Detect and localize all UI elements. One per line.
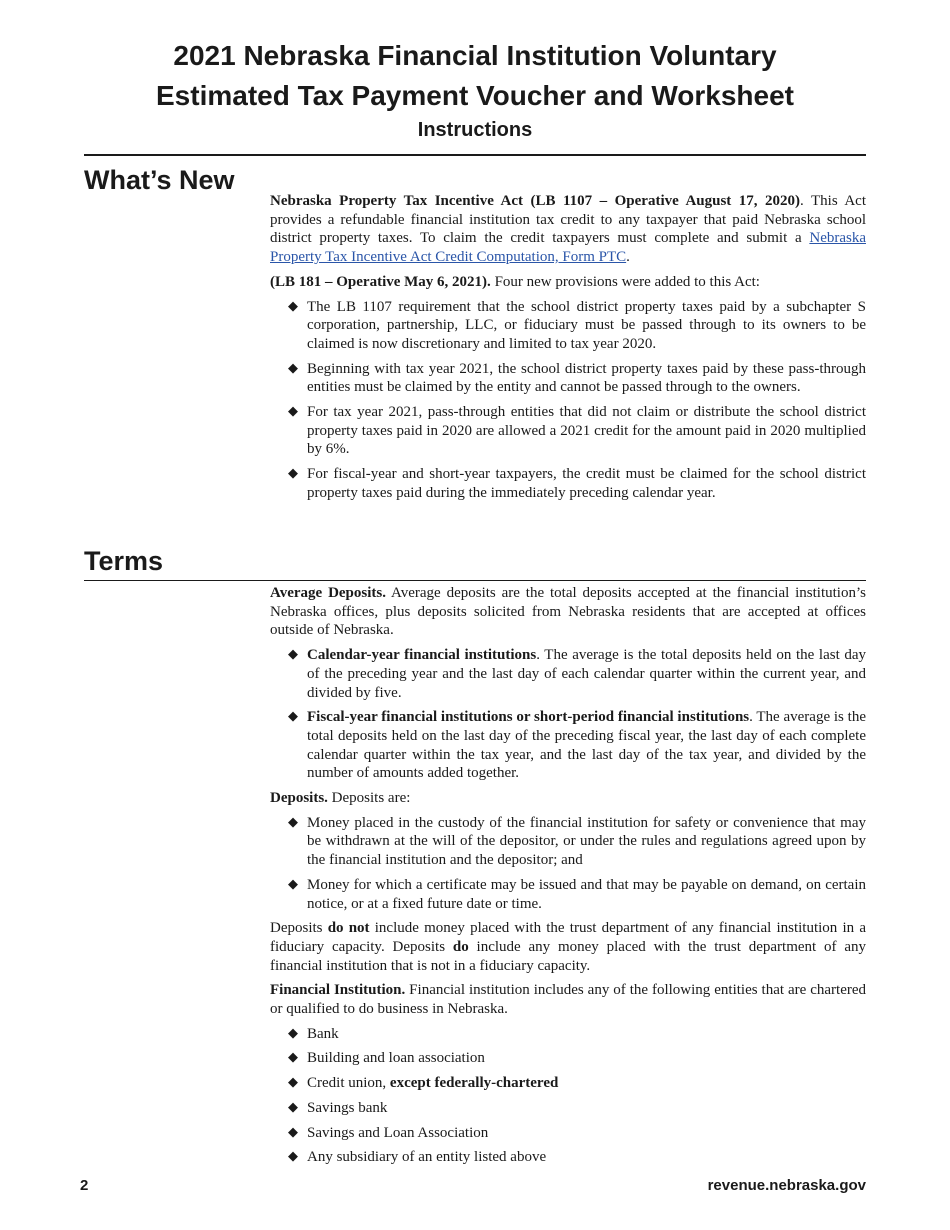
- deposits-list: [270, 814, 866, 914]
- average-deposits-list: [270, 646, 866, 783]
- list-item: ◆ Bank: [307, 1025, 866, 1044]
- list-item: [307, 708, 866, 783]
- list-item: ◆ Beginning with tax year 2021, the school district property taxes paid by these pass-through entities must be claimed by the entity and cannot be passed through to the owners.: [307, 360, 866, 397]
- whats-new-intro: [270, 192, 866, 267]
- document-title: [0, 36, 950, 116]
- credit-union-text: Credit union,: [307, 1075, 390, 1092]
- list-item: ◆ Money for which a certificate may be issued and that may be payable on demand, on certain notice, or at a fixed future date or time.: [307, 876, 866, 913]
- average-deposits-text: Average deposits are the total deposits accepted at the financial institution’s Nebraska offices, plus deposits solicited from Nebraska residents that are accepted at offices outside of Nebraska.: [270, 585, 866, 639]
- deposits-paragraph: [270, 789, 866, 808]
- list-item: ◆ Any subsidiary of an entity listed above: [307, 1148, 866, 1167]
- list-item: [307, 646, 866, 702]
- whats-new-body: [270, 192, 866, 509]
- fiscal-year-text: . The average is the total deposits held on the last day of the preceding fiscal year, the last day of each complete calendar quarter within the tax year, and the last day of the tax year, and divided by the number of amounts added together.: [307, 709, 866, 782]
- deposits-note-emphasis: do: [452, 938, 469, 955]
- document-subtitle: Instructions: [417, 119, 533, 141]
- page-number: 2: [80, 1177, 89, 1194]
- intro-end: .: [626, 249, 630, 266]
- lb1107-title: Nebraska Property Tax Incentive Act (LB 1107 – Operative August 17, 2020): [270, 193, 801, 209]
- financial-institution-paragraph: [270, 981, 866, 1018]
- financial-institution-list: [270, 1025, 866, 1167]
- credit-union-exception: except federally-chartered: [389, 1075, 559, 1092]
- provisions-list: [270, 298, 866, 503]
- deposits-note-part: include money placed with the trust department of any financial institution in a fiduciary capacity. Deposits: [270, 920, 866, 955]
- website-footer: revenue.nebraska.gov: [707, 1177, 866, 1194]
- lb181-paragraph: [270, 273, 866, 292]
- calendar-year-text: . The average is the total deposits held on the last day of the preceding year and the last day of each calendar quarter within the current year, and divided by five.: [307, 647, 866, 701]
- deposits-text: Deposits are:: [327, 790, 411, 807]
- financial-institution-term: Financial Institution.: [270, 982, 406, 999]
- form-ptc-link[interactable]: Nebraska Property Tax Incentive Act Credit Computation, Form PTC: [270, 230, 866, 266]
- title-line-2: Estimated Tax Payment Voucher and Worksheet: [156, 80, 794, 111]
- terms-divider: [84, 580, 866, 581]
- lb181-text: Four new provisions were added to this Act:: [490, 273, 760, 290]
- list-item: [307, 1074, 866, 1093]
- calendar-year-term: Calendar-year financial institutions: [307, 647, 537, 664]
- average-deposits-term: Average Deposits.: [270, 585, 386, 601]
- list-item: ◆ Money placed in the custody of the financial institution for safety or convenience that may be withdrawn at the will of the depositor, or under the rules and regulations agreed upon by the financial institution and the depositor; and: [307, 814, 866, 870]
- average-deposits-paragraph: [270, 584, 866, 640]
- deposits-note-emphasis: do not: [327, 920, 370, 937]
- deposits-term: Deposits.: [270, 790, 328, 807]
- deposits-note: [270, 919, 866, 975]
- deposits-note-part: Deposits: [270, 920, 328, 937]
- terms-heading: Terms: [84, 546, 164, 576]
- list-item: ◆ Savings and Loan Association: [307, 1124, 866, 1143]
- list-item: ◆ Building and loan association: [307, 1049, 866, 1068]
- financial-institution-text: Financial institution includes any of the following entities that are chartered or qualified to do business in Nebraska.: [270, 982, 867, 1018]
- list-item: ◆ For tax year 2021, pass-through entities that did not claim or distribute the school district property taxes paid in 2020 are allowed a 2021 credit for the amount paid in 2020 multiplied by 6%.: [307, 403, 866, 459]
- list-item: ◆ Savings bank: [307, 1099, 866, 1118]
- title-line-1: 2021 Nebraska Financial Institution Voluntary: [173, 40, 777, 71]
- list-item: ◆ For fiscal-year and short-year taxpayers, the credit must be claimed for the school district property taxes paid during the immediately preceding calendar year.: [307, 465, 866, 502]
- terms-body: [270, 584, 866, 1173]
- intro-text: . This Act provides a refundable financial institution tax credit to any taxpayer that paid Nebraska school district property taxes. To claim the credit taxpayers must complete and submit a: [270, 193, 866, 247]
- whats-new-heading: What’s New: [84, 165, 235, 195]
- list-item: ◆ The LB 1107 requirement that the school district property taxes paid by a subchapter S corporation, partnership, LLC, or fiduciary must be passed through to its owners to be claimed is now discretionary and limited to tax year 2020.: [307, 298, 866, 354]
- deposits-note-part: include any money placed with the trust department of any financial institution that is not in a fiduciary capacity.: [270, 938, 866, 974]
- header-divider: [84, 154, 866, 156]
- fiscal-year-term: Fiscal-year financial institutions or short-period financial institutions: [307, 709, 750, 726]
- lb181-title: (LB 181 – Operative May 6, 2021).: [270, 273, 491, 290]
